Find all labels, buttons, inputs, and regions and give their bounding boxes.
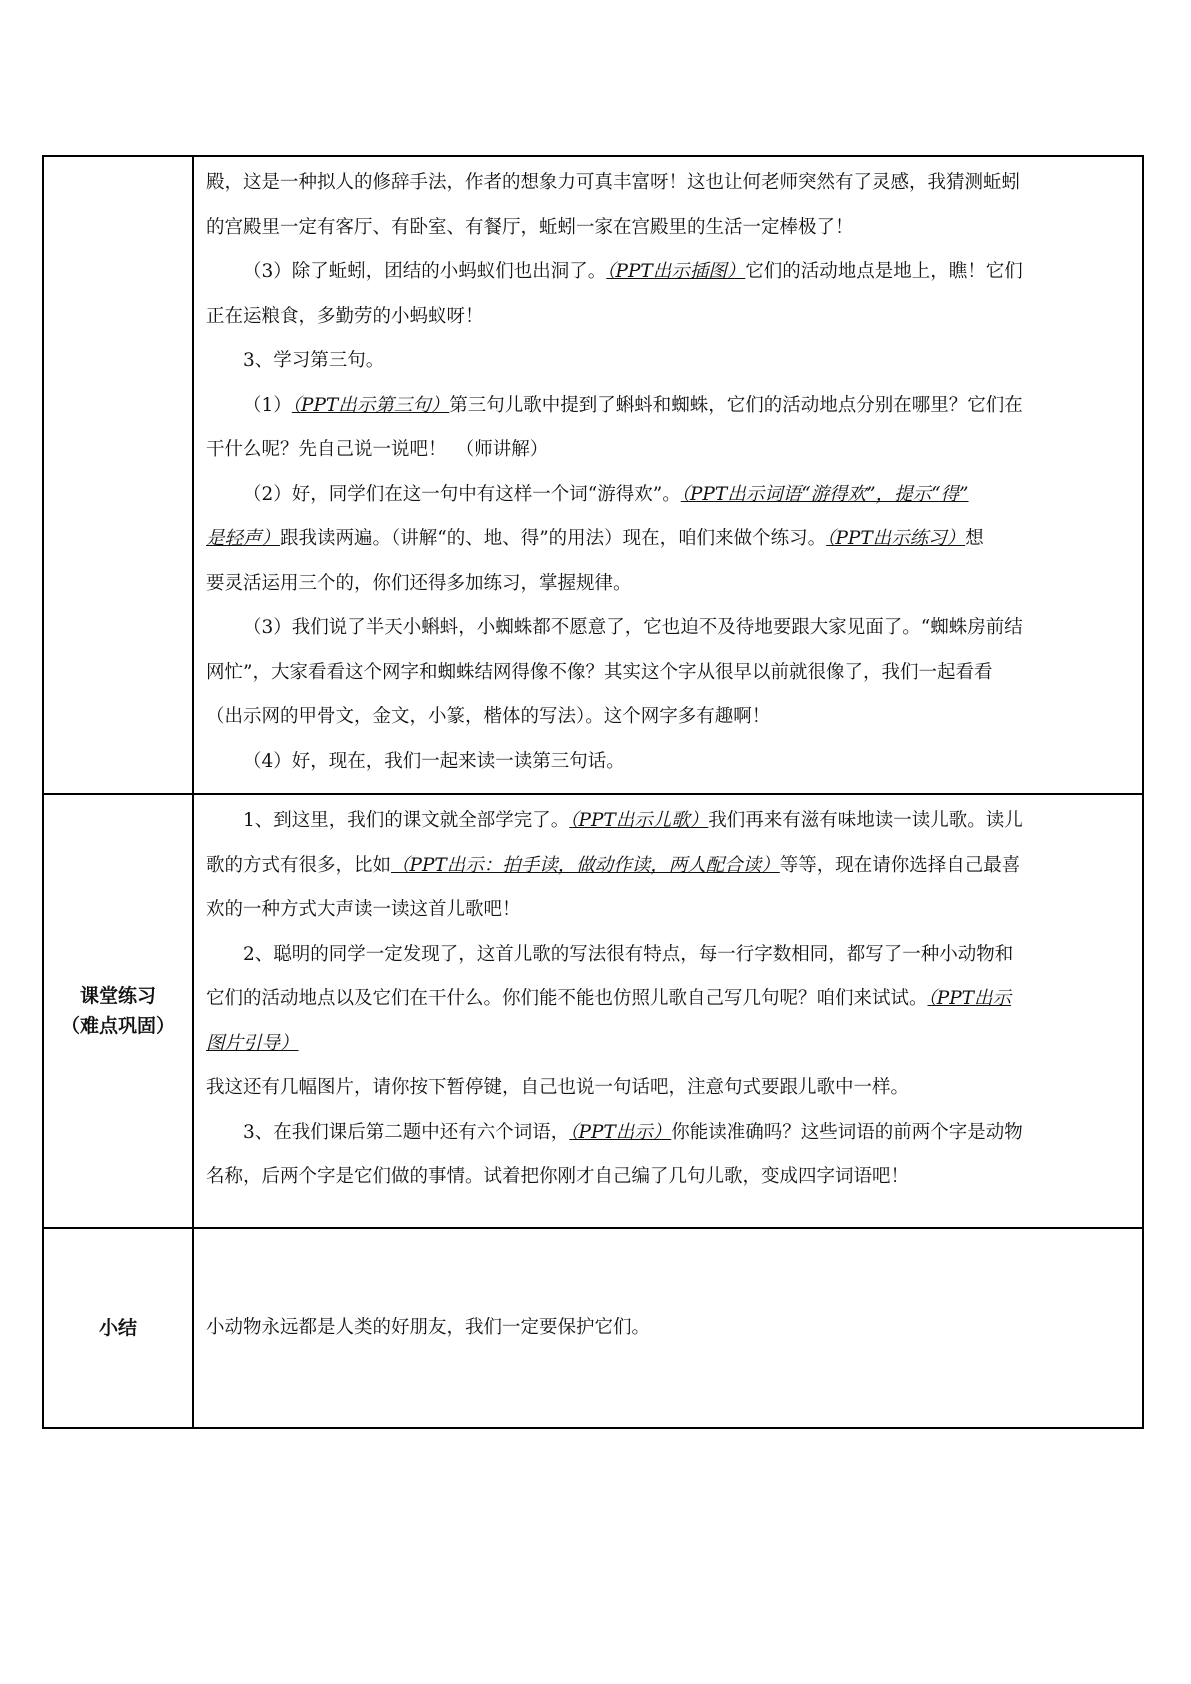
text-segment: 要灵活运用三个的，你们还得多加练习，掌握规律。 [206,572,632,594]
text-segment: 你能读准确吗？这些词语的前两个字是动物 [671,1121,1023,1143]
paragraph-line [206,1066,1132,1111]
practice-content-cell [193,794,1143,1228]
paragraph-line [206,740,1132,785]
text-segment: 正在运粮食，多勤劳的小蚂蚁呀！ [206,305,484,327]
row-label-summary [43,1228,193,1428]
text-segment: 名称，后两个字是它们做的事情。试着把你刚才自己编了几句儿歌，变成四字词语吧！ [206,1166,910,1187]
ppt-cue: （PPT出示） [569,1121,672,1143]
lesson-content-cell [193,156,1143,794]
row-label-line: （难点巩固） [60,1015,175,1037]
paragraph-line [206,473,1132,518]
ppt-cue: 图片引导） [206,1032,299,1054]
paragraph-line [206,206,1132,251]
text-segment: 想 [965,528,984,549]
paragraph-line [206,799,1132,844]
paragraph-line [206,977,1132,1022]
text-segment: （4）好，现在，我们一起来读一读第三句话。 [243,750,625,772]
text-segment: 3、在我们课后第二题中还有六个词语， [243,1121,570,1143]
text-segment: 跟我读两遍。（讲解“的、地、得”的用法）现在，咱们来做个练习。 [280,528,827,549]
text-segment: 第三句儿歌中提到了蝌蚪和蜘蛛，它们的活动地点分别在哪里？它们在 [449,394,1023,416]
text-segment: 它们的活动地点是地上，瞧！它们 [745,261,1023,282]
text-segment: 我们再来有滋有味地读一读儿歌。读儿 [708,810,1023,831]
table-row [43,794,1143,1228]
text-segment: （3）除了蚯蚓，团结的小蚂蚁们也出洞了。 [243,261,607,282]
paragraph-line [206,295,1132,340]
ppt-cue: （PPT出示：拍手读，做动作读，两人配合读） [391,854,780,876]
text-segment: （出示网的甲骨文，金文，小篆，楷体的写法）。这个网字多有趣啊！ [206,706,771,727]
summary-text: 小动物永远都是人类的好朋友，我们一定要保护它们。 [206,1316,651,1338]
table-row [43,156,1143,794]
lesson-content-body [206,161,1132,784]
text-segment: 殿，这是一种拟人的修辞手法，作者的想象力可真丰富呀！这也让何老师突然有了灵感，我猜测蚯蚓 [206,172,1021,193]
text-segment: 我这还有几幅图片，请你按下暂停键，自己也说一句话吧，注意句式要跟儿歌中一样。 [206,1077,910,1098]
summary-content-cell [193,1228,1143,1428]
ppt-cue: （PPT出示词语“游得欢”，提示“得” [680,483,969,505]
paragraph-line [206,695,1132,740]
text-segment: 3、学习第三句。 [243,350,385,371]
paragraph-line [206,933,1132,978]
text-segment: 等等，现在请你选择自己最喜 [779,854,1021,876]
table-row [43,1228,1143,1428]
ppt-cue: （PPT出示儿歌） [569,810,709,831]
text-segment: （1） [243,394,292,416]
paragraph-line [206,562,1132,607]
text-segment: 的宫殿里一定有客厅、有卧室、有餐厅，蚯蚓一家在宫殿里的生活一定棒极了！ [206,216,854,238]
paragraph-line [206,250,1132,295]
paragraph-line [206,606,1132,651]
paragraph-line [206,517,1132,562]
ppt-cue: （PPT出示练习） [826,528,966,549]
text-segment: 歌的方式有很多，比如 [206,854,392,876]
paragraph-line [206,651,1132,696]
row-label-line: 课堂练习 [79,985,156,1007]
lesson-plan-table [42,155,1144,1429]
row-label-practice [43,794,193,1228]
paragraph-line [206,1155,1132,1200]
paragraph-line [206,161,1132,206]
paragraph-line [206,1022,1132,1067]
row-label-text: 小结 [98,1317,137,1339]
text-segment: （3）我们说了半天小蝌蚪，小蜘蛛都不愿意了，它也迫不及待地要跟大家见面了。“蜘蛛房前结 [243,617,1023,638]
practice-content-body [206,799,1132,1200]
ppt-cue: 是轻声） [206,528,281,549]
text-segment: 欢的一种方式大声读一读这首儿歌吧！ [206,899,521,920]
ppt-cue: （PPT出示第三句） [291,394,450,416]
text-segment: 1、到这里，我们的课文就全部学完了。 [243,810,570,831]
text-segment: 网忙”，大家看看这个网字和蜘蛛结网得像不像？其实这个字从很早以前就很像了，我们一起看看 [206,661,993,683]
paragraph-line [206,339,1132,384]
text-segment: （2）好，同学们在这一句中有这样一个词“游得欢”。 [243,483,681,505]
paragraph-line [206,428,1132,473]
paragraph-line [206,888,1132,933]
text-segment: 2、聪明的同学一定发现了，这首儿歌的写法很有特点，每一行字数相同，都写了一种小动物和 [243,943,1014,965]
paragraph-line [206,844,1132,889]
ppt-cue: （PPT出示 [927,988,1012,1009]
text-segment: 它们的活动地点以及它们在干什么。你们能不能也仿照儿歌自己写几句呢？咱们来试试。 [206,988,928,1009]
row-label-empty [43,156,193,794]
ppt-cue: （PPT出示插图） [606,261,746,282]
paragraph-line [206,1111,1132,1156]
paragraph-line [206,384,1132,429]
text-segment: 干什么呢？先自己说一说吧！ （师讲解） [206,439,549,460]
